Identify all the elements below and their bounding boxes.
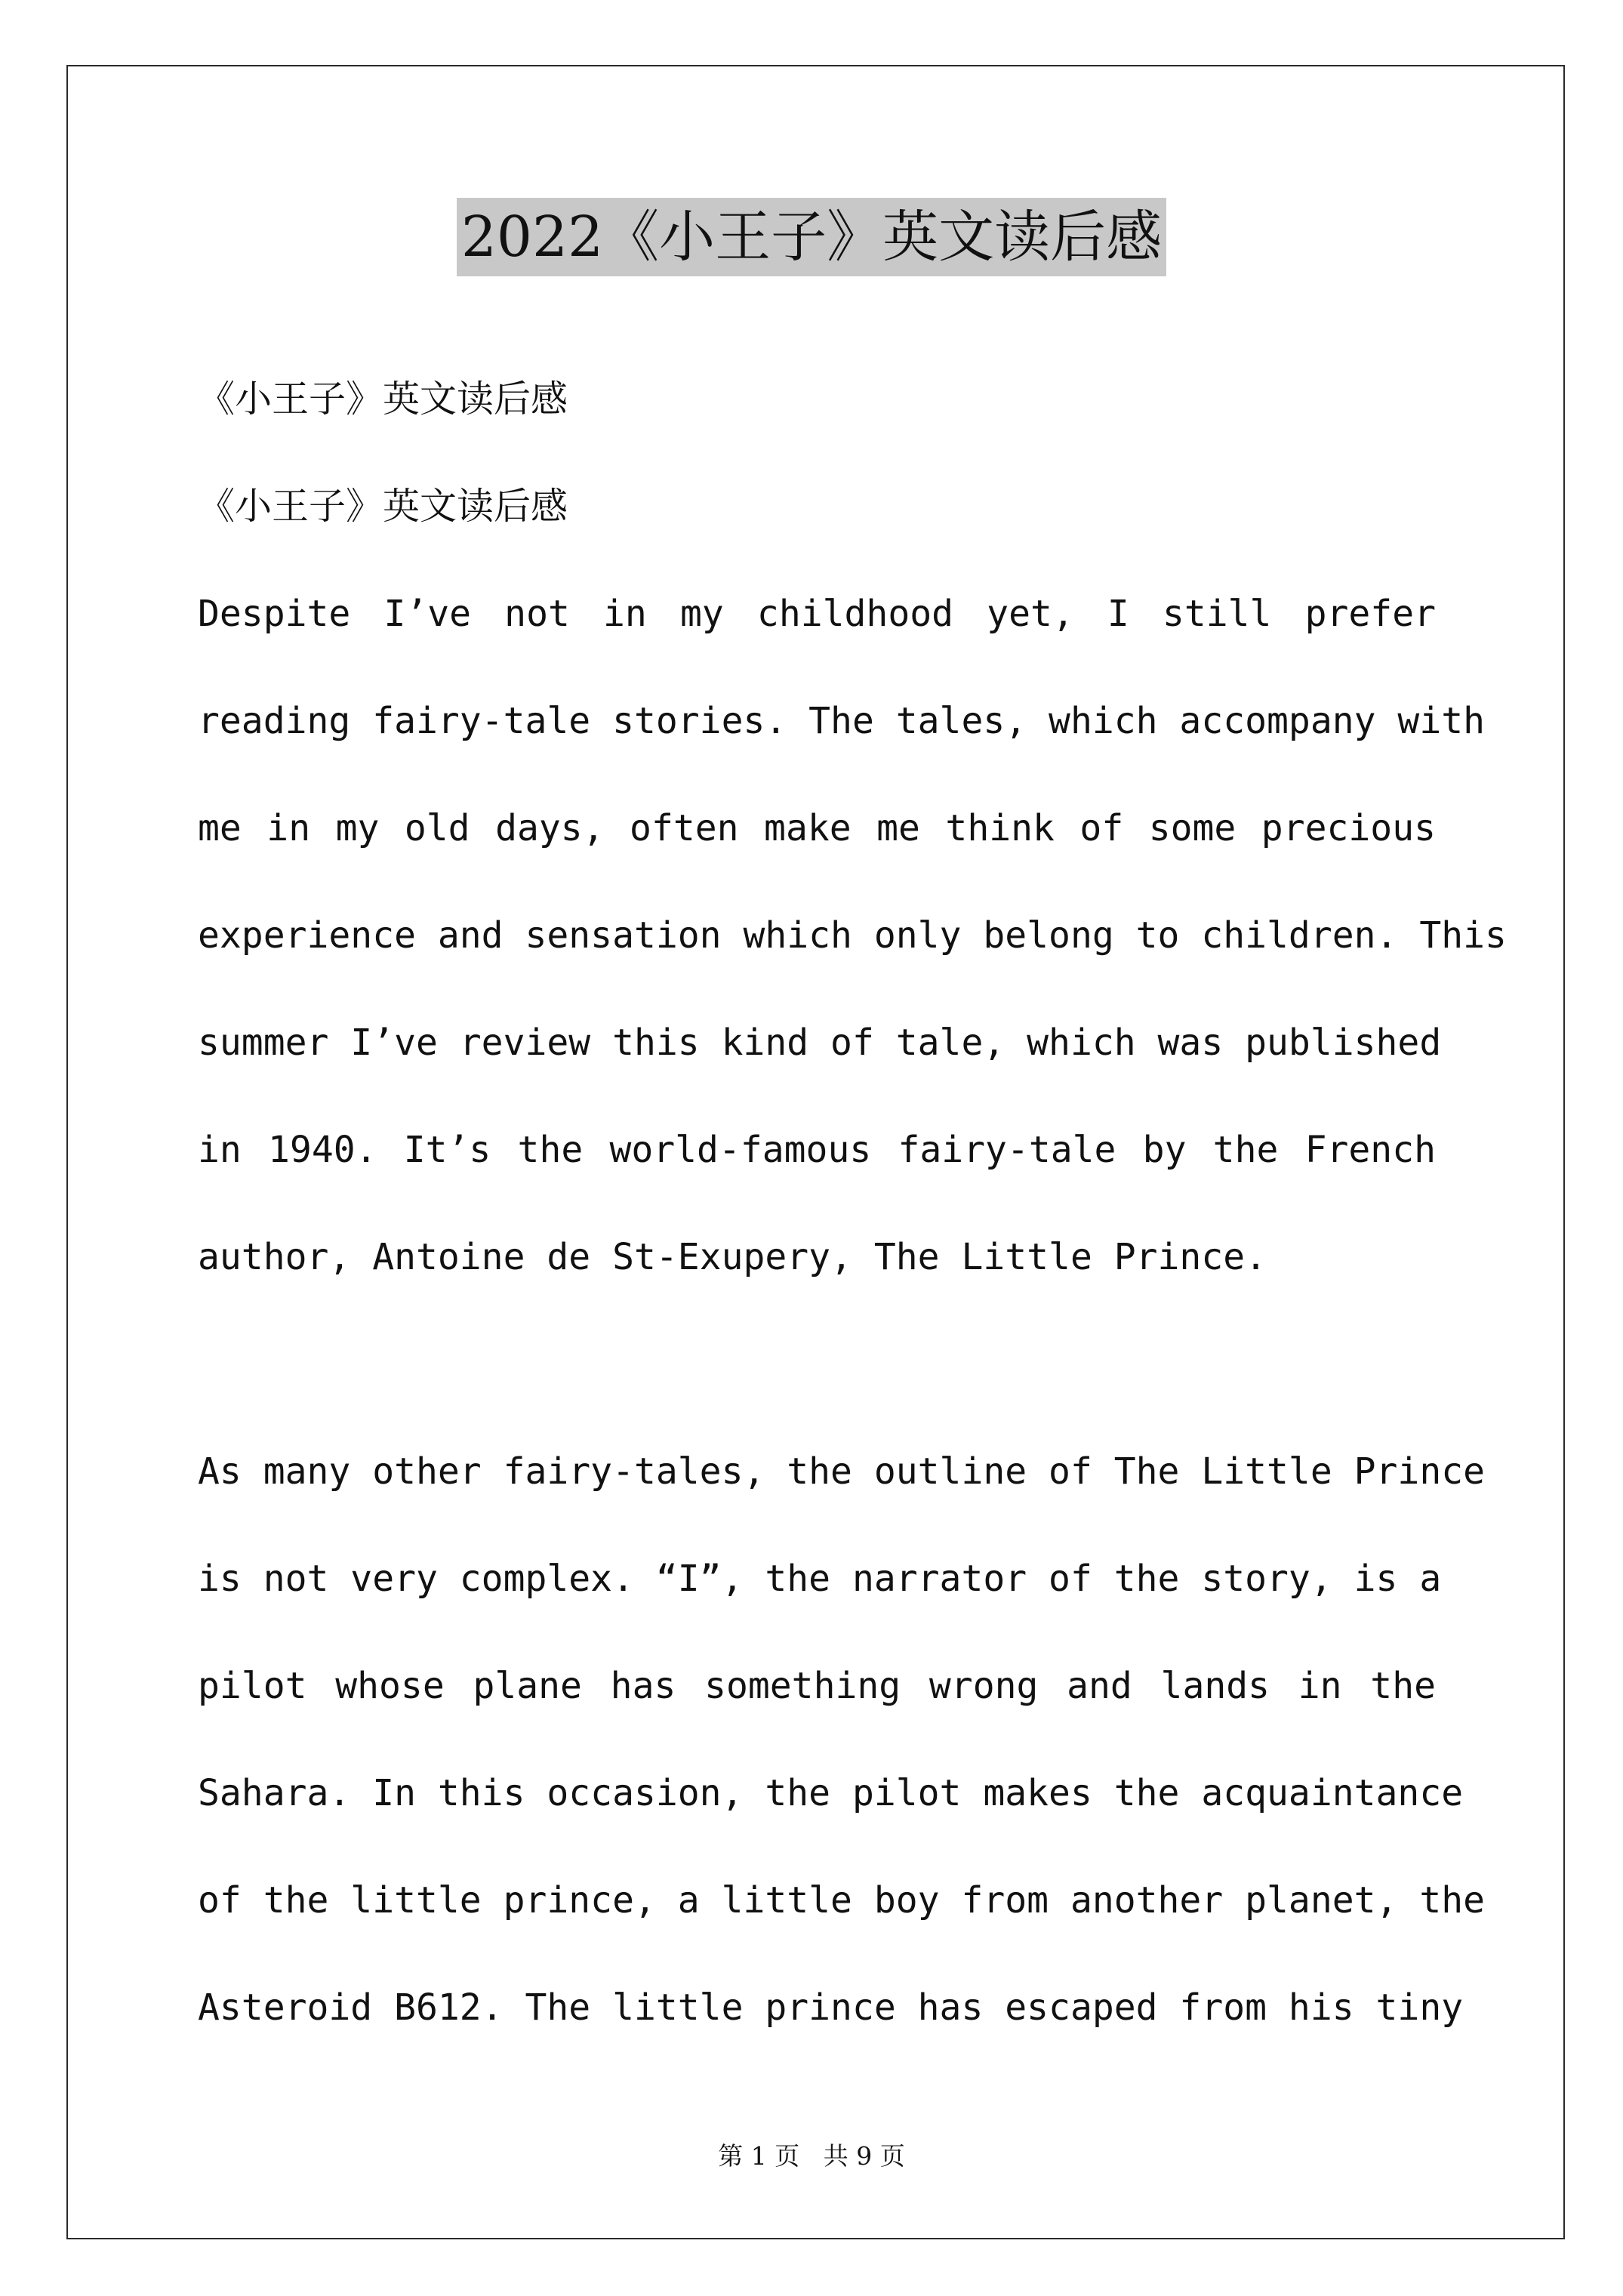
document-body xyxy=(198,346,1507,2061)
subheading: 《小王子》英文读后感 xyxy=(198,485,568,528)
paragraph-line: me in my old days, often make me think of some precious xyxy=(198,807,1436,849)
page-footer xyxy=(0,2138,1623,2174)
paragraph-line: of the little prince, a little boy from another planet, the xyxy=(198,1879,1486,1922)
paragraph-spacer xyxy=(198,1311,1436,1418)
title-container xyxy=(0,198,1623,276)
paragraph-line: experience and sensation which only belong to children. This xyxy=(198,914,1507,957)
document-title: 2022《小王子》英文读后感 xyxy=(457,198,1166,276)
paragraph-line: Asteroid B612. The little prince has escaped from his tiny xyxy=(198,1986,1464,2029)
page-number: 第 1 页 xyxy=(718,2141,800,2171)
paragraph-line: Despite I’ve not in my childhood yet, I still prefer xyxy=(198,593,1436,635)
paragraph-line: summer I’ve review this kind of tale, which was published xyxy=(198,1022,1442,1064)
paragraph-line: reading fairy-tale stories. The tales, which accompany with xyxy=(198,700,1486,742)
paragraph xyxy=(198,560,1507,1311)
paragraph-line: pilot whose plane has something wrong and lands in the xyxy=(198,1665,1436,1707)
paragraph-line: As many other fairy-tales, the outline of The Little Prince xyxy=(198,1450,1486,1493)
paragraph-line: Sahara. In this occasion, the pilot makes the acquaintance xyxy=(198,1772,1464,1814)
paragraph xyxy=(198,1418,1486,2061)
subheading: 《小王子》英文读后感 xyxy=(198,378,568,421)
paragraph-line: in 1940. It’s the world-famous fairy-tale by the French xyxy=(198,1129,1436,1171)
page-total: 共 9 页 xyxy=(823,2141,905,2171)
paragraph-line: author, Antoine de St-Exupery, The Little Prince. xyxy=(198,1236,1267,1278)
paragraph-line: is not very complex. “I”, the narrator of the story, is a xyxy=(198,1558,1442,1600)
